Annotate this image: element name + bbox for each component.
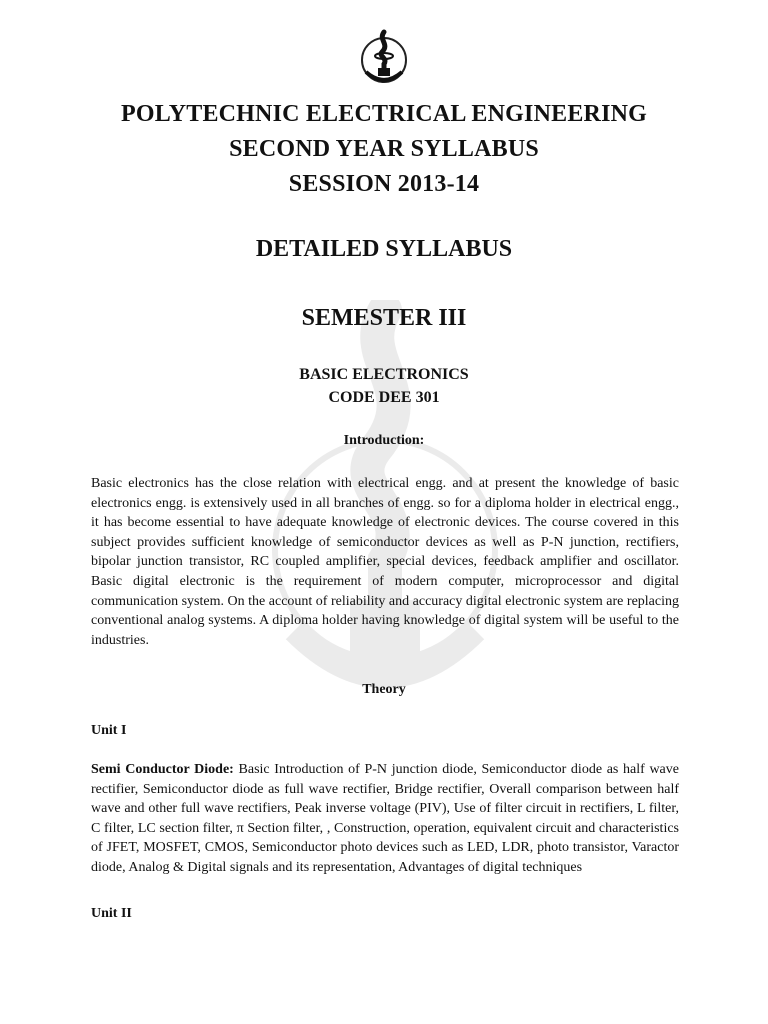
detailed-syllabus-heading: DETAILED SYLLABUS <box>255 236 513 262</box>
subject-name: BASIC ELECTRONICS <box>299 366 469 383</box>
document-title <box>0 97 768 202</box>
unit-1-text: Basic Introduction of P-N junction diode, Semiconductor diode as half wave rectifier, Semiconductor diode as full wave rectifier, Bridge rectifier, Overall comparison between half wave and other full wave rectifiers, Peak inverse voltage (PIV), Use of filter circuit in rectifiers, L filter, C filter, LC section filter, π Section filter, , Construction, operation, equivalent circuit and characteristics of JFET, MOSFET, CMOS, Semiconductor photo devices such as LED, LDR, photo transistor, Varactor diode, Analog & Digital signals and its representation, Advantages of digital techniques <box>91 762 679 875</box>
unit-1-topic: Semi Conductor Diode: <box>91 762 234 777</box>
semester-heading: SEMESTER III <box>301 305 467 331</box>
unit-1-paragraph <box>91 760 679 878</box>
unit-1-heading: Unit I <box>91 723 127 738</box>
introduction-heading: Introduction: <box>343 433 425 448</box>
title-line-2: SECOND YEAR SYLLABUS <box>229 136 539 162</box>
title-line-3: SESSION 2013-14 <box>288 171 480 197</box>
unit-2-heading: Unit II <box>91 906 132 921</box>
theory-heading: Theory <box>362 682 406 697</box>
introduction-paragraph: Basic electronics has the close relation with electrical engg. and at present the knowledge of basic electronics engg. is extensively used in all branches of engg. so for a diploma holder in electrical engg., it has become essential to have adequate knowledge of electronic devices. The course covered in this subject provides sufficient knowledge of semiconductor devices as well as P-N junction, rectifiers, bipolar junction transistor, RC coupled amplifier, special devices, feedback amplifier and oscillator. Basic digital electronic is the requirement of modern computer, microprocessor and digital communication system. On the account of reliability and accuracy digital electronic system are replacing conventional analog systems. A diploma holder having knowledge of digital system will be useful to the industries. <box>91 476 679 648</box>
institution-emblem-icon <box>352 26 416 90</box>
subject-heading <box>0 363 768 409</box>
subject-code: CODE DEE 301 <box>328 389 440 406</box>
title-line-1: POLYTECHNIC ELECTRICAL ENGINEERING <box>120 101 648 127</box>
